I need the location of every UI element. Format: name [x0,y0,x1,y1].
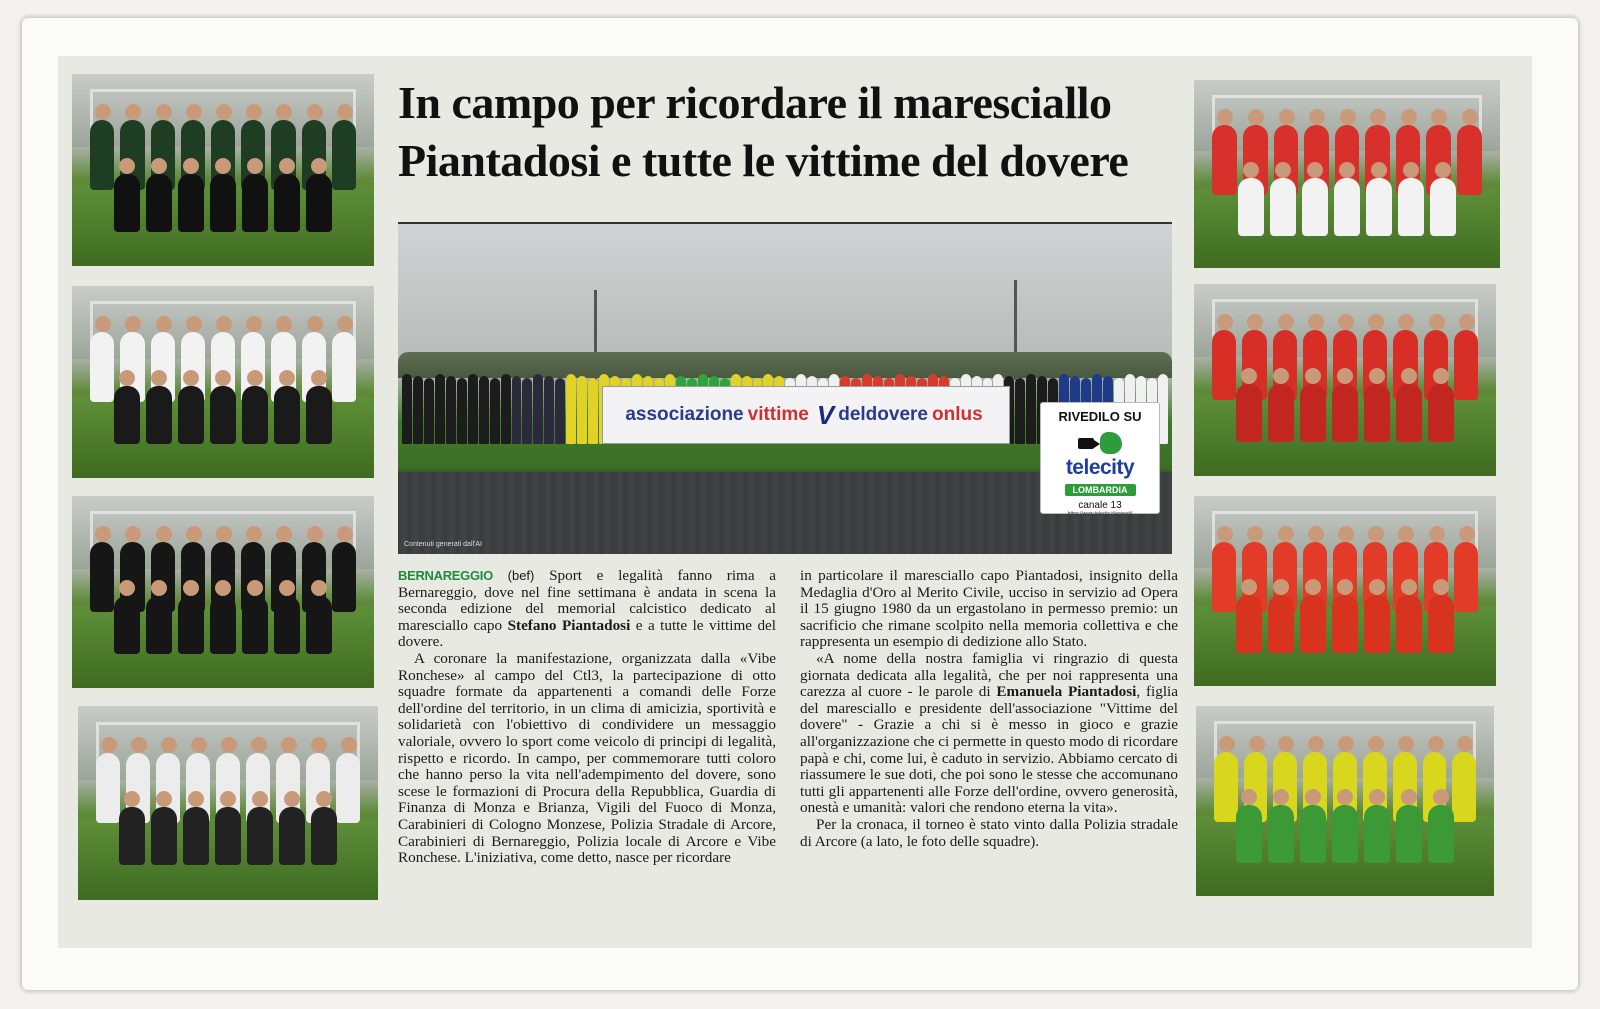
player-figure [1396,384,1422,442]
banner-logo-mark: V [816,399,835,430]
bold-name: Emanuela Piantadosi [996,683,1137,701]
byline: (bef) [507,568,535,583]
banner-word-1: associazione [625,404,744,425]
player-figure [146,596,172,654]
crowd-person [1015,378,1025,444]
player-figure [1430,178,1456,236]
banner-word-4: onlus [931,404,983,425]
player-figure [1238,178,1264,236]
crowd-person [544,376,554,444]
text: , figlia del maresciallo e presidente dell'associazione "Vittime del dovere" - Grazie a chi si è messo in gioco e grazie all'organizzazione che ci permette in questo modo di ricordare papà e chi, come lui, è caduto in servizio. Abbiamo cercato di riassumere le sue doti, che poi sono le stesse che accomunano tutti gli appartenenti alle Forze dell'ordine, ovvero generosità, onestà e umanità: valori che rendono eterna la vita». [800,683,1178,817]
player-figure [1268,384,1294,442]
kicker: BERNAREGGIO [398,568,493,583]
text: «A nome della nostra famiglia vi ringrazio di questa giornata dedicata alla legalità, che per noi rappresenta una carezza al cuore - le parole di [800,649,1178,701]
player-figure [1334,178,1360,236]
article-column-1 [398,568,776,867]
player-figure [146,386,172,444]
crowd-person [490,378,500,444]
player-figure [242,596,268,654]
player-figure [1332,805,1358,863]
player-figure [1236,384,1262,442]
player-figure [1268,805,1294,863]
headline-line-2: Piantadosi e tutte le vittime del dovere [398,135,1129,186]
player-figure [1396,805,1422,863]
player-figure [1332,384,1358,442]
player-figure [1364,805,1390,863]
player-figure [215,807,241,865]
player-figure [1268,595,1294,653]
crowd-person [501,374,511,444]
newspaper-page [58,56,1532,948]
player-row [96,807,360,865]
player-row [1212,178,1481,236]
player-figure [210,174,236,232]
paragraph [800,651,1178,817]
headline-line-1: In campo per ricordare il maresciallo [398,77,1112,128]
player-figure [306,174,332,232]
telecity-channel: canale 13 [1078,500,1122,511]
player-figure [114,596,140,654]
banner-word-2: vittime [747,404,809,425]
crowd-person [588,378,598,444]
player-figure [119,807,145,865]
banner-word-3: deldovere [838,404,928,425]
player-figure [1300,595,1326,653]
player-figure [178,174,204,232]
player-figure [1300,384,1326,442]
association-banner [602,386,1010,444]
paragraph: Per la cronaca, il torneo è stato vinto dalla Polizia stradale di Arcore (a lato, le foto delle squadre). [800,815,1178,850]
paragraph: A coronare la manifestazione, organizzata dalla «Vibe Ronchese» al campo del Ctl3, la partecipazione di otto squadre formate da appartenenti a comandi delle Forze dell'ordine del territorio, in un clima di amicizia, sportività e solidarietà con l'obiettivo di condividere un messaggio valoriale, ovvero lo sport come veicolo di principi di legalità, rispetto e ricordo. In campo, per commemorare tutti coloro che hanno perso la vita nell'adempimento del dovere, sono scese le formazioni di Procura della Repubblica, Guardia di Finanza di Monza e Brianza, Vigili del Fuoco di Monza, Carabinieri di Cologno Monzese, Polizia Stradale di Arcore, Carabinieri di Bernareggio, Polizia locale di Arcore e Vibe Ronchese. L'iniziativa, come detto, nasce per ricordare [398,649,776,867]
player-figure [242,386,268,444]
paragraph: in particolare il maresciallo capo Piantadosi, insignito della Medaglia d'Oro al Merito Civile, ucciso in servizio ad Opera il 15 giugno 1980 da un ergastolano in permesso premio: un sacrificio che rimane scolpito nella memoria collettiva e che rappresenta un esempio di dedizione allo Stato. [800,567,1178,651]
main-photo [398,222,1172,554]
telecity-box [1040,402,1160,517]
player-figure [1270,178,1296,236]
telecity-url: https://www.telecity.it/episodi/ [1067,511,1133,517]
crowd-person [435,374,445,444]
player-figure [247,807,273,865]
crowd-person [424,378,434,444]
team-photo-left-4 [78,706,378,900]
player-figure [1236,595,1262,653]
player-figure [274,596,300,654]
player-figure [306,386,332,444]
player-figure [183,807,209,865]
player-figure [1428,595,1454,653]
player-figure [114,386,140,444]
player-figure [178,386,204,444]
player-row [1212,595,1478,653]
headline [398,74,1198,190]
player-figure [151,807,177,865]
ai-note: Contenuti generati dall'AI [404,541,482,548]
video-camera-icon [1078,438,1094,449]
text: Sport e legalità fanno rima a Bernareggio, dove nel fine settimana è andata in scena la seconda edizione del memorial calcistico dedicato al maresciallo capo [398,567,777,634]
player-figure [1300,805,1326,863]
team-photo-left-1 [72,74,374,266]
player-figure [114,174,140,232]
player-figure [1332,595,1358,653]
crowd-person [512,376,522,444]
crowd-person [457,378,467,444]
player-figure [146,174,172,232]
player-figure [274,174,300,232]
telecity-logo [1041,432,1159,454]
player-figure [210,386,236,444]
bold-name: Stefano Piantadosi [507,616,631,634]
crowd-person [468,374,478,444]
player-row [90,596,356,654]
paragraph [398,568,776,651]
player-figure [210,596,236,654]
text: e a tutte le vittime del dovere. [398,616,776,651]
player-figure [1428,384,1454,442]
player-figure [1364,595,1390,653]
player-figure [274,386,300,444]
crowd-person [533,374,543,444]
crowd-person [566,374,576,444]
player-row [90,386,356,444]
player-figure [1366,178,1392,236]
team-photo-left-2 [72,286,374,478]
team-photo-right-1 [1194,80,1500,268]
team-photo-left-3 [72,496,374,688]
lombardia-map-icon [1100,432,1122,454]
crowd-person [1026,374,1036,444]
player-figure [1428,805,1454,863]
player-figure [306,596,332,654]
crowd-person [522,378,532,444]
crowd-person [402,374,412,444]
telecity-brand: telecity [1065,456,1135,479]
article-column-2 [800,568,1178,850]
telecity-rivedilo: RIVEDILO SU [1058,409,1142,424]
player-figure [178,596,204,654]
player-figure [1302,178,1328,236]
player-row [1214,805,1476,863]
player-row [1212,384,1478,442]
crowd-person [479,376,489,444]
team-photo-right-4 [1196,706,1494,896]
player-figure [242,174,268,232]
crowd-person [413,376,423,444]
crowd-person [555,378,565,444]
player-figure [311,807,337,865]
player-figure [1364,384,1390,442]
telecity-region: LOMBARDIA [1065,484,1136,496]
player-row [90,174,356,232]
player-figure [1396,595,1422,653]
crowd-person [446,376,456,444]
player-figure [1398,178,1424,236]
player-figure [279,807,305,865]
team-photo-right-2 [1194,284,1496,476]
team-photo-right-3 [1194,496,1496,686]
player-figure [1236,805,1262,863]
crowd-person [577,376,587,444]
